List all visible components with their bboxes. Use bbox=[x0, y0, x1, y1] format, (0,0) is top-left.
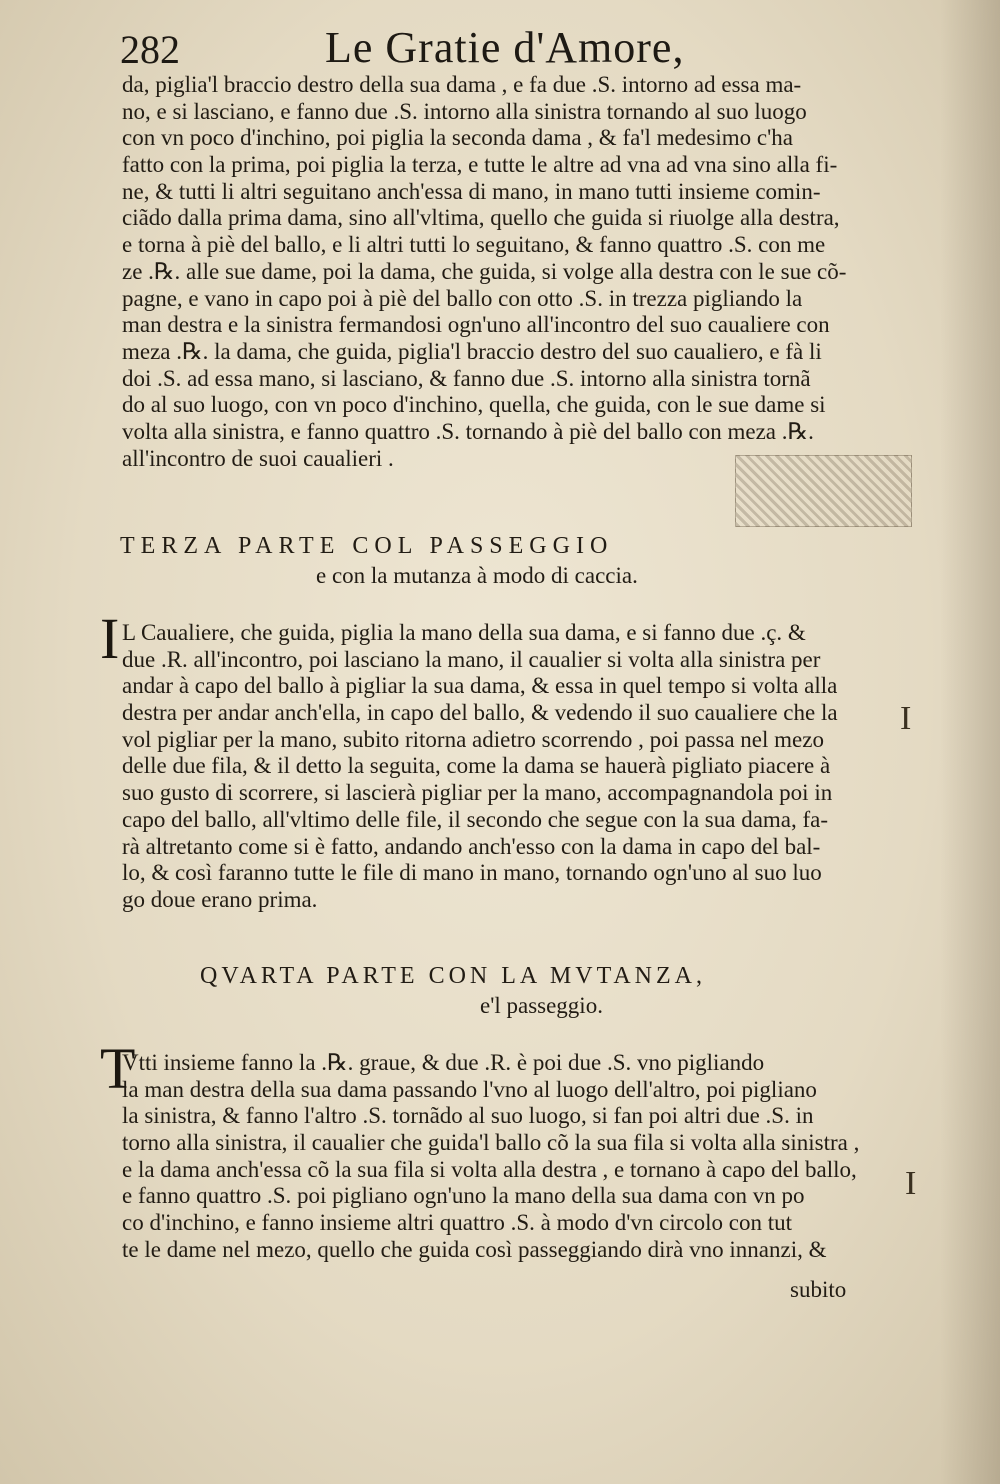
body-line: do al suo luogo, con vn poco d'inchino, quella, che guida, con le sue dame si bbox=[122, 392, 826, 418]
body-line: pagne, e vano in capo poi à piè del ballo con otto .S. in trezza pigliando la bbox=[122, 285, 803, 311]
body-line: andar à capo del ballo à pigliar la sua dama, & essa in quel tempo si volta alla bbox=[122, 673, 838, 699]
terza-text-block bbox=[122, 620, 892, 914]
body-line: man destra e la sinistra fermandosi ogn'uno all'incontro del suo caualiere con bbox=[122, 312, 830, 338]
drop-initial: I bbox=[100, 606, 120, 671]
running-head: Le Gratie d'Amore, bbox=[325, 23, 685, 72]
body-line: Vtti insieme fanno la .℞. graue, & due .R. è poi due .S. vno pigliando bbox=[122, 1050, 765, 1075]
margin-mark: I bbox=[905, 1165, 917, 1202]
woodcut-ornament bbox=[735, 455, 912, 527]
body-line: doi .S. ad essa mano, si lasciano, & fanno due .S. intorno alla sinistra tornã bbox=[122, 365, 811, 391]
body-line: te le dame nel mezo, quello che guida così passeggiando dirà vno innanzi, & bbox=[122, 1236, 827, 1262]
page-number: 282 bbox=[120, 27, 180, 72]
section-title: TERZA PARTE COL PASSEGGIO bbox=[120, 533, 614, 559]
body-line: e fanno quattro .S. poi pigliano ogn'uno la mano della sua dama con vn po bbox=[122, 1183, 805, 1209]
catchword: subito bbox=[790, 1277, 847, 1302]
body-line: delle due fila, & il detto la seguita, come la dama se hauerà pigliato piacere à bbox=[122, 753, 831, 779]
section-subtitle: e con la mutanza à modo di caccia. bbox=[316, 563, 638, 588]
body-line: da, piglia'l braccio destro della sua dama , e fa due .S. intorno ad essa ma- bbox=[122, 72, 802, 97]
section-heading-quarta bbox=[120, 960, 900, 1020]
drop-initial: T bbox=[100, 1036, 136, 1101]
page-spine-shadow bbox=[940, 0, 1000, 1484]
body-line: la sinistra, & fanno l'altro .S. tornãdo al suo luogo, si fan poi altri due .S. in bbox=[122, 1103, 814, 1129]
body-line: ciãdo dalla prima dama, sino all'vltima, quello che guida si riuolge alla destra, bbox=[122, 205, 840, 231]
body-text-block bbox=[122, 72, 892, 472]
section-title: QVARTA PARTE CON LA MVTANZA, bbox=[200, 963, 706, 989]
body-line: no, e si lasciano, e fanno due .S. intorno alla sinistra tornando al suo luogo bbox=[122, 98, 807, 124]
body-line: suo gusto di scorrere, si lascierà pigliar per la mano, accompagnandola poi in bbox=[122, 780, 833, 806]
body-line: volta alla sinistra, e fanno quattro .S. tornando à piè del ballo con meza .℞. bbox=[122, 418, 814, 444]
body-line: ne, & tutti li altri seguitano anch'essa di mano, in mano tutti insieme comin- bbox=[122, 178, 821, 204]
body-line: lo, & così faranno tutte le file di mano in mano, tornando ogn'uno al suo luo bbox=[122, 860, 822, 886]
section-subtitle: e'l passeggio. bbox=[480, 993, 603, 1018]
body-line: vol pigliar per la mano, subito ritorna adietro scorrendo , poi passa nel mezo bbox=[122, 726, 824, 752]
body-line: e torna à piè del ballo, e li altri tutti lo seguitano, & fanno quattro .S. con me bbox=[122, 232, 826, 258]
body-line: torno alla sinistra, il caualier che guida'l ballo cõ la sua fila si volta alla sinistra , bbox=[122, 1130, 860, 1156]
body-line: rà altretanto come si è fatto, andando anch'esso con la dama in capo del bal- bbox=[122, 833, 821, 859]
body-line: con vn poco d'inchino, poi piglia la seconda dama , & fa'l medesimo c'ha bbox=[122, 125, 793, 151]
body-line: capo del ballo, all'vltimo delle file, il secondo che segue con la sua dama, fa- bbox=[122, 806, 829, 832]
body-line: ze .℞. alle sue dame, poi la dama, che guida, si volge alla destra con le sue cõ- bbox=[122, 258, 847, 284]
quarta-text-block bbox=[122, 1050, 892, 1264]
body-line: meza .℞. la dama, che guida, piglia'l braccio destro del suo caualiero, e fà li bbox=[122, 338, 822, 364]
body-line: co d'inchino, e fanno insieme altri quattro .S. à modo d'vn circolo con tut bbox=[122, 1210, 793, 1236]
section-heading-terza bbox=[120, 530, 900, 590]
body-line: destra per andar anch'ella, in capo del ballo, & vedendo il suo caualiere che la bbox=[122, 700, 838, 726]
margin-mark: I bbox=[900, 700, 912, 737]
body-line: go doue erano prima. bbox=[122, 886, 318, 912]
body-line: L Caualiere, che guida, piglia la mano della sua dama, e si fanno due .ç. & bbox=[122, 620, 806, 645]
page-header bbox=[120, 18, 880, 78]
body-line: e la dama anch'essa cõ la sua fila si volta alla destra , e tornano à capo del ballo, bbox=[122, 1156, 857, 1182]
body-line: la man destra della sua dama passando l'vno al luogo dell'altro, poi pigliano bbox=[122, 1076, 817, 1102]
body-line: fatto con la prima, poi piglia la terza, e tutte le altre ad vna ad vna sino alla fi- bbox=[122, 152, 838, 178]
body-line: all'incontro de suoi caualieri . bbox=[122, 445, 394, 471]
body-line: due .R. all'incontro, poi lasciano la mano, il caualier si volta alla sinistra per bbox=[122, 646, 821, 672]
